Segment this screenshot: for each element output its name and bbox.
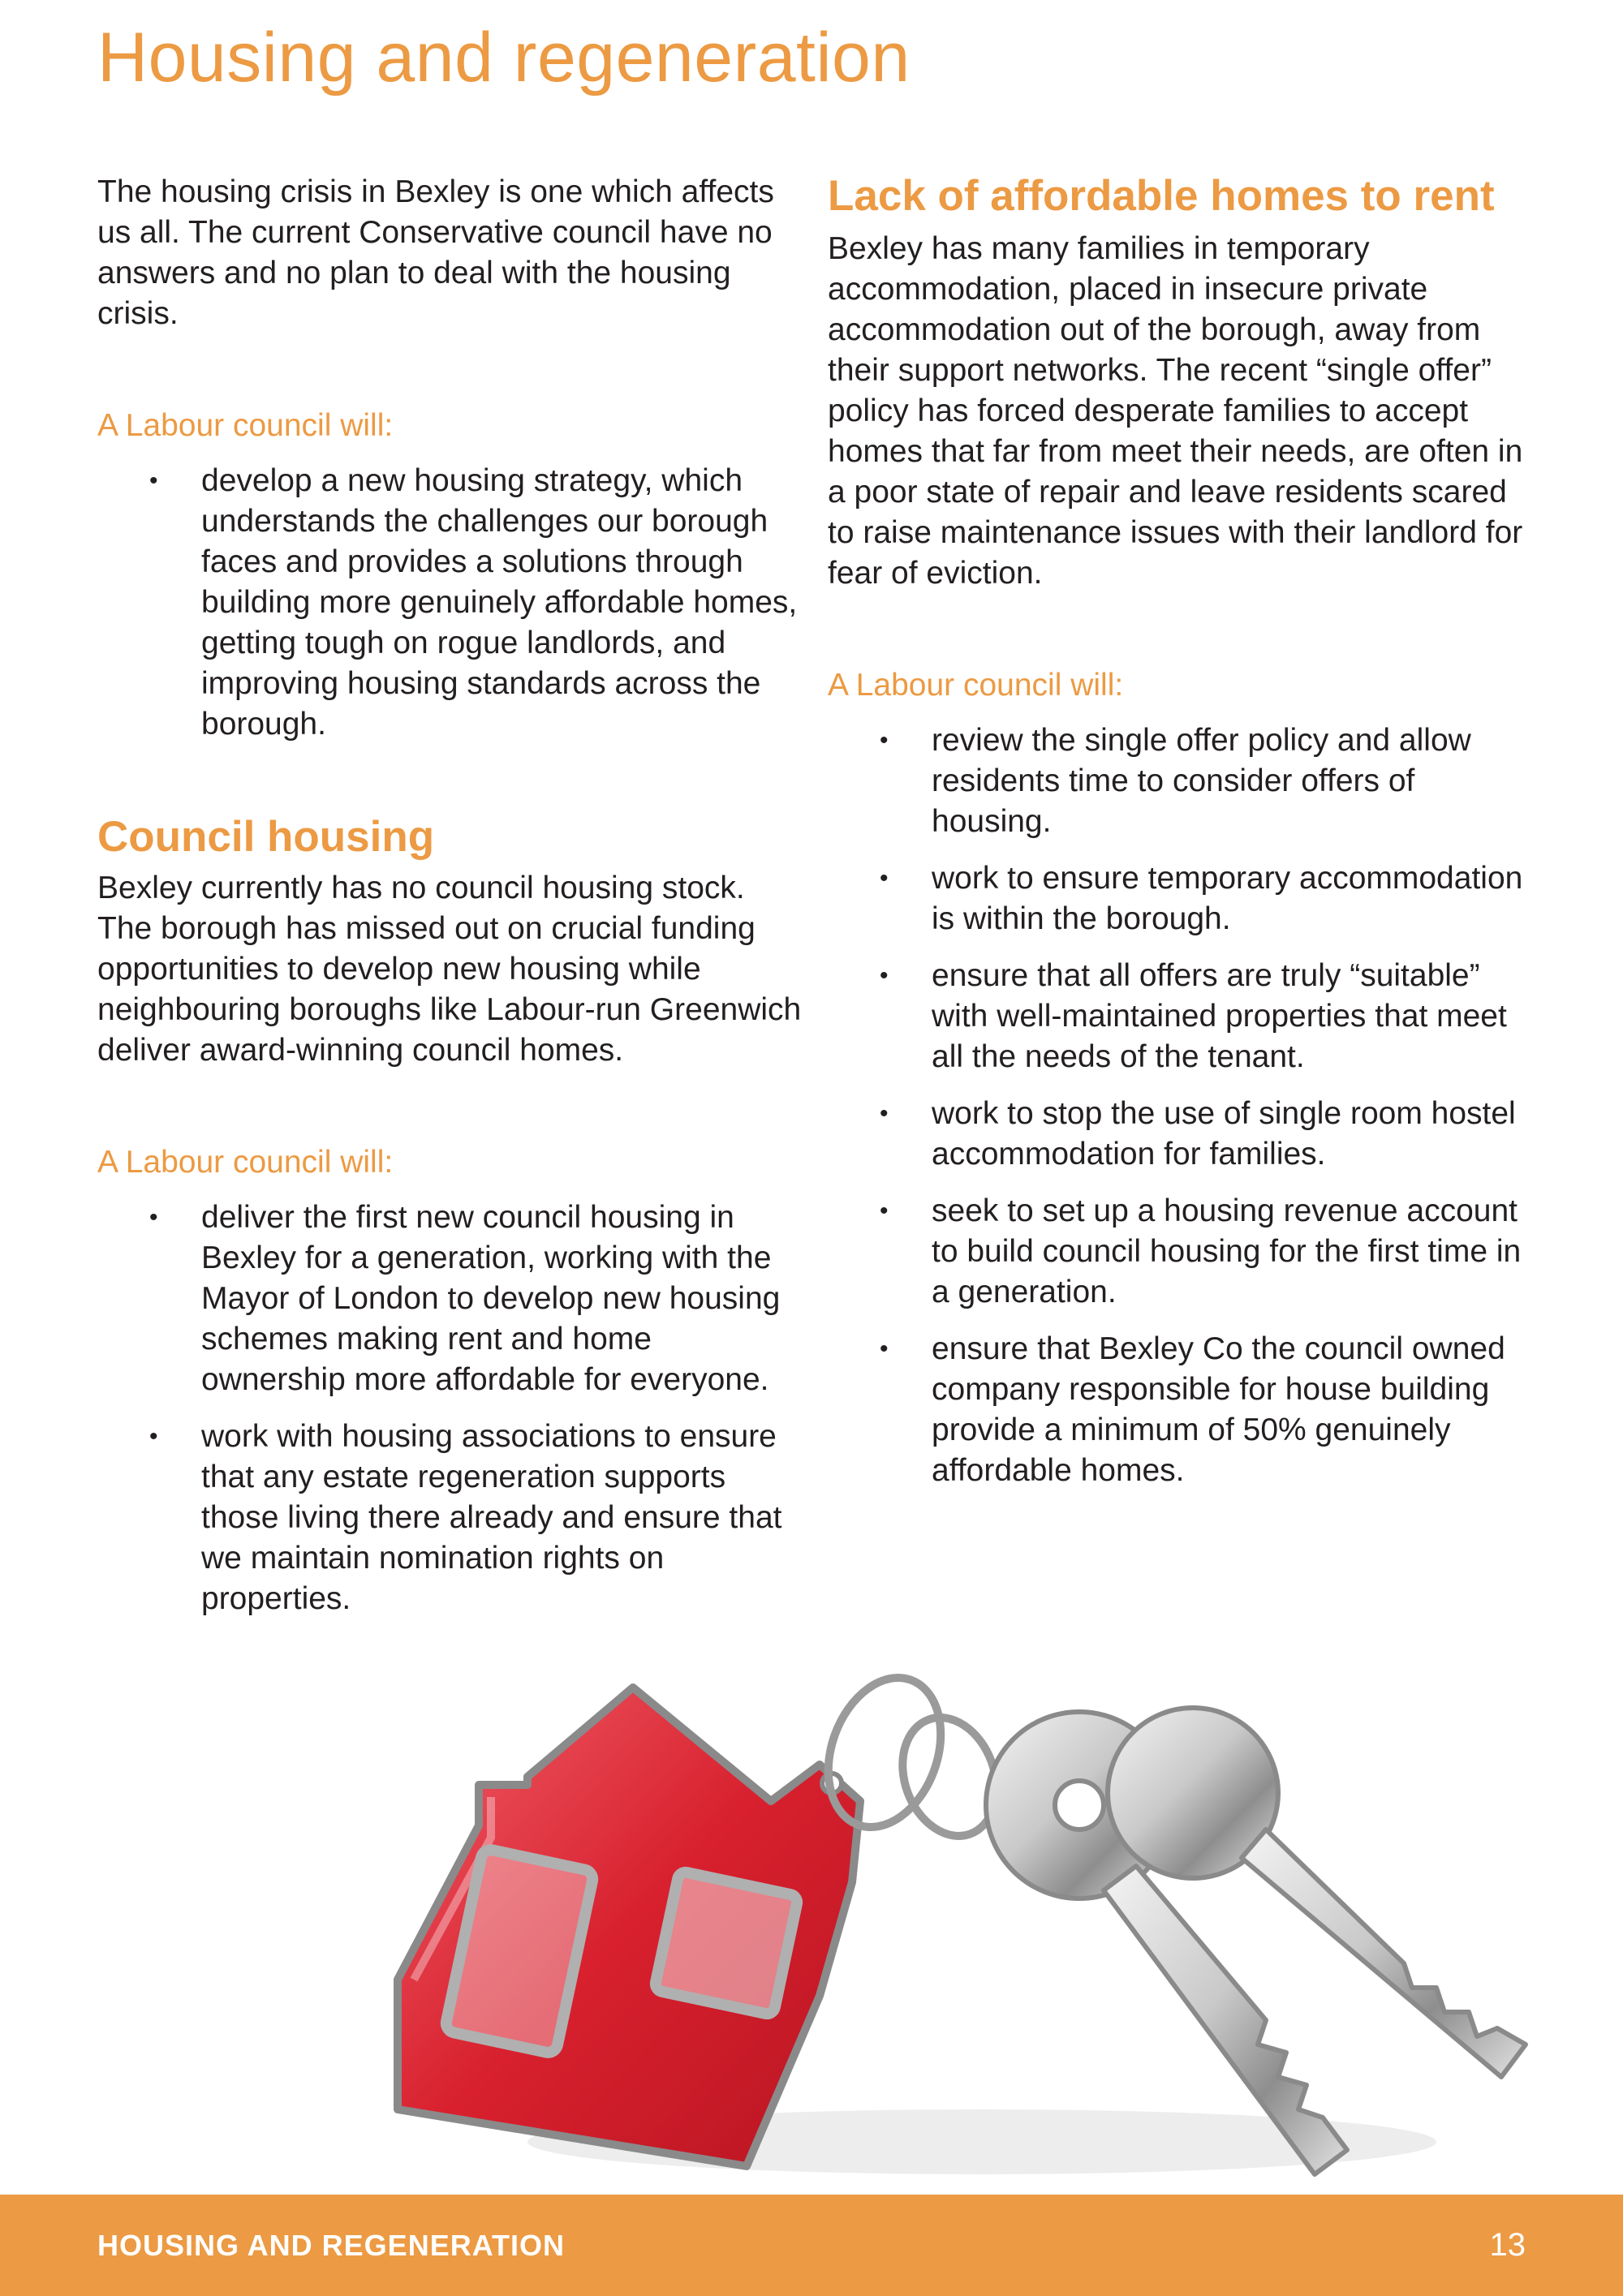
- council-housing-paragraph: Bexley currently has no council housing stock. The borough has missed out on crucial funding opportunities to develop new housing while neighbouring boroughs like Labour-run Greenwich deliver award-winning council homes.: [97, 870, 802, 1068]
- bullet-icon: •: [880, 1335, 889, 1362]
- bullet-icon: •: [880, 864, 889, 892]
- house-keyring-icon: [398, 1688, 860, 2166]
- intro-paragraph: The housing crisis in Bexley is one which affects us all. The current Conservative council have no answers and no plan to deal with the housing crisis.: [97, 174, 774, 331]
- list-item: • work with housing associations to ensure that any estate regeneration supports those living there already and ensure that we maintain nomination rights on properties.: [97, 1417, 803, 1619]
- pledge-list-1: [97, 461, 803, 745]
- list-item: • work to ensure temporary accommodation is within the borough.: [828, 858, 1534, 939]
- labour-will-heading-3: A Labour council will:: [828, 667, 1124, 703]
- affordable-homes-paragraph: Bexley has many families in temporary accommodation, placed in insecure private accommodation out of the borough, away from their support networks. The recent “single offer” policy has forced desperate families to accept homes that far from meet their needs, are often in a poor state of repair and leave residents scared to raise maintenance issues with their landlord for fear of eviction.: [828, 230, 1523, 591]
- page-title: Housing and regeneration: [97, 19, 911, 97]
- bullet-icon: •: [149, 1422, 158, 1450]
- affordable-homes-heading: Lack of affordable homes to rent: [828, 172, 1495, 220]
- key-icon: [1108, 1708, 1526, 2077]
- house-keys-illustration: [365, 1655, 1534, 2191]
- left-column: [97, 172, 803, 1636]
- bullet-icon: •: [880, 961, 889, 989]
- labour-will-heading-2: A Labour council will:: [97, 1144, 394, 1180]
- labour-will-heading-1: A Labour council will:: [97, 408, 394, 443]
- bullet-icon: •: [149, 467, 158, 494]
- pledge-list-3: [828, 720, 1534, 1491]
- list-item: • ensure that Bexley Co the council owned company responsible for house building provide a minimum of 50% genuinely affordable homes.: [828, 1329, 1534, 1491]
- list-item: • work to stop the use of single room hostel accommodation for families.: [828, 1094, 1534, 1175]
- bullet-icon: •: [880, 726, 889, 754]
- list-item: • ensure that all offers are truly “suitable” with well-maintained properties that meet all the needs of the tenant.: [828, 956, 1534, 1077]
- footer-bar: [0, 2195, 1623, 2296]
- council-housing-heading: Council housing: [97, 813, 435, 861]
- list-item: • deliver the first new council housing in Bexley for a generation, working with the Mayor of London to develop new housing schemes making rent and home ownership more affordable for everyone.: [97, 1197, 803, 1400]
- bullet-icon: •: [880, 1099, 889, 1127]
- right-column: [828, 170, 1534, 1507]
- list-item: • seek to set up a housing revenue account to build council housing for the first time in a generation.: [828, 1191, 1534, 1313]
- bullet-icon: •: [880, 1197, 889, 1224]
- pledge-list-2: [97, 1197, 803, 1619]
- list-item: • review the single offer policy and allow residents time to consider offers of housing.: [828, 720, 1534, 842]
- bullet-icon: •: [149, 1203, 158, 1231]
- page-number: 13: [1489, 2227, 1526, 2263]
- list-item: • develop a new housing strategy, which understands the challenges our borough faces and provides a solutions through building more genuinely affordable homes, getting tough on rogue landlords, and improving housing standards across the borough.: [97, 461, 803, 745]
- footer-section-title: HOUSING AND REGENERATION: [97, 2229, 566, 2262]
